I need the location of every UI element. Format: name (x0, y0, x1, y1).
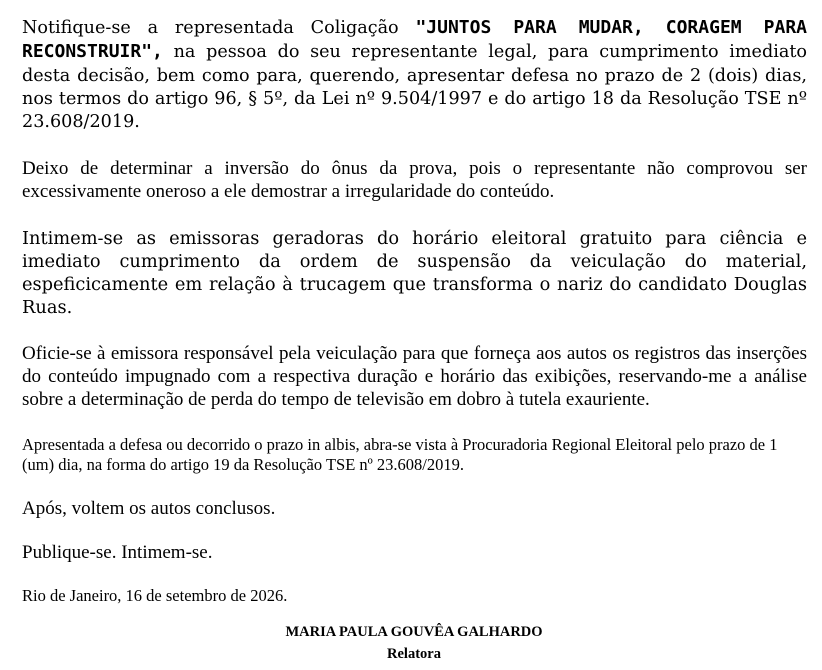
notification-text-end: na pessoa do seu representante legal, para cumprimento imediato desta decisão, bem como para, querendo, apresentar defesa no prazo de 2 (dois) dias, nos termos do artigo 96, § 5º, da Lei nº 9.504/1997 e do artigo 18 da Resolução TSE nº 23.608/2019. (22, 42, 807, 133)
broadcaster-order-paragraph: Oficie-se à emissora responsável pela veiculação para que forneça aos autos os registros das inserções do conteúdo impugnado com a respectiva duração e horário das exibições, reservando-me a análise sobre a determinação de perda do tempo de televisão em dobro à tutela exauriente. (22, 343, 807, 411)
signatory-name: MARIA PAULA GOUVÊA GALHARDO (285, 624, 543, 640)
coalition-name: "JUNTOS PARA MUDAR, CORAGEM PARA RECONSTRUIR", (22, 17, 807, 63)
prosecutor-referral-paragraph: Apresentada a defesa ou decorrido o prazo in albis, abra-se vista à Procuradoria Regional Eleitoral pelo prazo de 1 (um) dia, na forma do artigo 19 da Resolução TSE nº 23.608/2019. (22, 435, 778, 475)
broadcasters-summons-paragraph: Intimem-se as emissoras geradoras do horário eleitoral gratuito para ciência e imediato cumprimento da ordem de suspensão da veiculação do material, espeficicamente em relação à trucagem que transforma o nariz do candidato Douglas Ruas. (22, 228, 807, 319)
signatory-role: Relatora (387, 646, 441, 662)
place-and-date: Rio de Janeiro, 16 de setembro de 2026. (22, 586, 288, 606)
notification-paragraph (22, 16, 807, 134)
publication-paragraph: Publique-se. Intimem-se. (22, 542, 213, 564)
conclusion-paragraph: Após, voltem os autos conclusos. (22, 498, 276, 520)
document-body (22, 16, 807, 606)
notification-text-start: Notifique-se a representada Coligação (22, 18, 416, 38)
burden-of-proof-paragraph: Deixo de determinar a inversão do ônus da prova, pois o representante não comprovou ser excessivamente oneroso a ele demostrar a irregularidade do conteúdo. (22, 158, 807, 203)
